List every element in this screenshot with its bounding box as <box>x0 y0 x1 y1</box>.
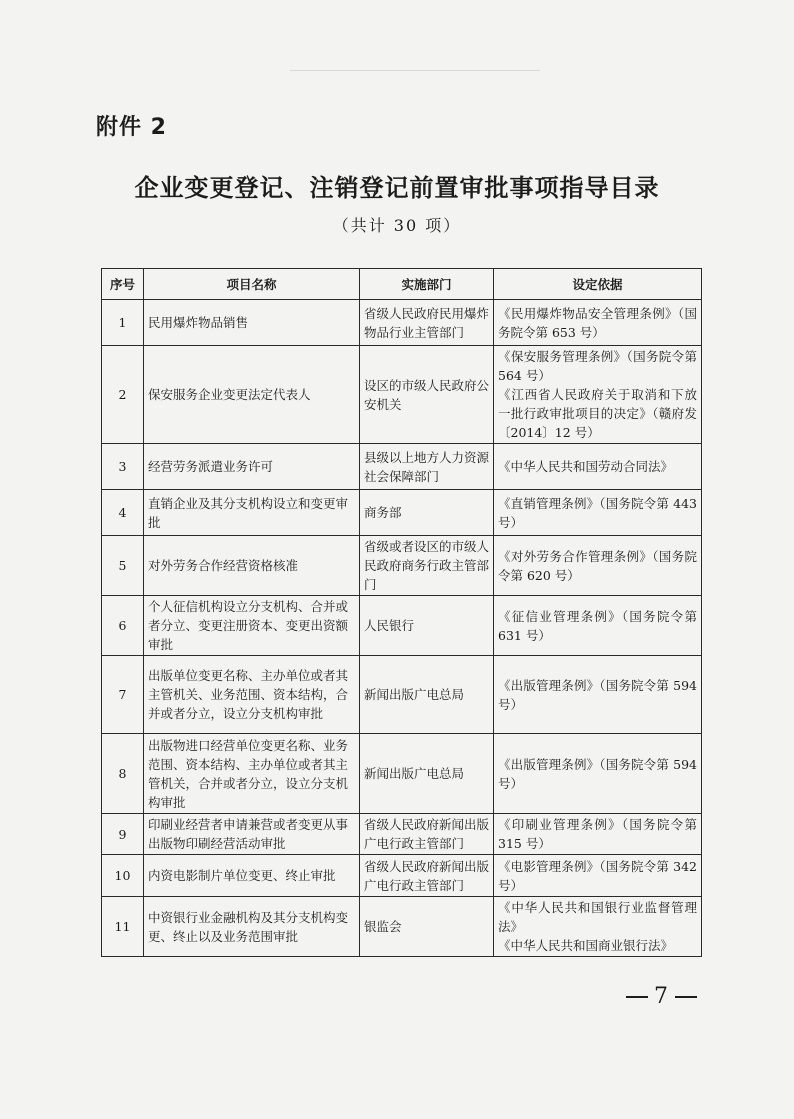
table-row <box>102 897 702 957</box>
header-legal-basis: 设定依据 <box>494 269 702 300</box>
row-item-name: 对外劳务合作经营资格核准 <box>144 536 360 596</box>
row-item-name: 保安服务企业变更法定代表人 <box>144 346 360 444</box>
row-department: 新闻出版广电总局 <box>360 734 494 814</box>
header-department: 实施部门 <box>360 269 494 300</box>
row-legal-basis: 《征信业管理条例》（国务院令第 631 号） <box>494 596 702 656</box>
page-dash-right <box>675 996 697 998</box>
row-item-name: 个人征信机构设立分支机构、合并或者分立、变更注册资本、变更出资额审批 <box>144 596 360 656</box>
row-number: 10 <box>102 855 144 897</box>
document-title: 企业变更登记、注销登记前置审批事项指导目录 <box>134 174 660 202</box>
row-legal-basis: 《中华人民共和国银行业监督管理法》 《中华人民共和国商业银行法》 <box>494 897 702 957</box>
row-legal-basis: 《直销管理条例》（国务院令第 443 号） <box>494 490 702 536</box>
row-number: 9 <box>102 814 144 855</box>
attachment-label: 附件 2 <box>96 115 167 140</box>
row-legal-basis: 《对外劳务合作管理条例》（国务院令第 620 号） <box>494 536 702 596</box>
row-number: 1 <box>102 300 144 346</box>
row-department: 省级人民政府新闻出版广电行政主管部门 <box>360 855 494 897</box>
row-item-name: 出版物进口经营单位变更名称、业务范围、资本结构、主办单位或者其主管机关，合并或者分立，设立分支机构审批 <box>144 734 360 814</box>
row-legal-basis: 《出版管理条例》（国务院令第 594 号） <box>494 734 702 814</box>
row-item-name: 内资电影制片单位变更、终止审批 <box>144 855 360 897</box>
header-item-name: 项目名称 <box>144 269 360 300</box>
row-department: 银监会 <box>360 897 494 957</box>
table-header-row <box>102 269 702 300</box>
page-number: 7 <box>654 984 669 1009</box>
approval-items-table <box>101 268 702 957</box>
row-department: 商务部 <box>360 490 494 536</box>
row-item-name: 出版单位变更名称、主办单位或者其主管机关、业务范围、资本结构，合并或者分立，设立分支机构审批 <box>144 656 360 734</box>
row-department: 省级人民政府新闻出版广电行政主管部门 <box>360 814 494 855</box>
row-legal-basis: 《印刷业管理条例》（国务院令第 315 号） <box>494 814 702 855</box>
table-row <box>102 814 702 855</box>
row-number: 3 <box>102 444 144 490</box>
row-legal-basis: 《民用爆炸物品安全管理条例》（国务院令第 653 号） <box>494 300 702 346</box>
row-legal-basis: 《保安服务管理条例》（国务院令第 564 号） 《江西省人民政府关于取消和下放一批行政审批项目的决定》（赣府发〔2014〕12 号） <box>494 346 702 444</box>
page-footer <box>620 984 703 1009</box>
row-number: 8 <box>102 734 144 814</box>
table-row <box>102 536 702 596</box>
table-row <box>102 346 702 444</box>
table-row <box>102 855 702 897</box>
row-department: 人民银行 <box>360 596 494 656</box>
row-number: 6 <box>102 596 144 656</box>
row-department: 省级人民政府民用爆炸物品行业主管部门 <box>360 300 494 346</box>
row-item-name: 中资银行业金融机构及其分支机构变更、终止以及业务范围审批 <box>144 897 360 957</box>
row-legal-basis: 《电影管理条例》（国务院令第 342 号） <box>494 855 702 897</box>
row-item-name: 民用爆炸物品销售 <box>144 300 360 346</box>
row-item-name: 印刷业经营者申请兼营或者变更从事出版物印刷经营活动审批 <box>144 814 360 855</box>
row-department: 设区的市级人民政府公安机关 <box>360 346 494 444</box>
table-row <box>102 444 702 490</box>
row-number: 11 <box>102 897 144 957</box>
document-subtitle: （共计 30 项） <box>332 216 462 235</box>
row-legal-basis: 《中华人民共和国劳动合同法》 <box>494 444 702 490</box>
table-row <box>102 300 702 346</box>
table-row <box>102 596 702 656</box>
row-item-name: 直销企业及其分支机构设立和变更审批 <box>144 490 360 536</box>
row-department: 省级或者设区的市级人民政府商务行政主管部门 <box>360 536 494 596</box>
row-number: 4 <box>102 490 144 536</box>
row-legal-basis: 《出版管理条例》（国务院令第 594 号） <box>494 656 702 734</box>
row-number: 7 <box>102 656 144 734</box>
row-item-name: 经营劳务派遣业务许可 <box>144 444 360 490</box>
page-dash-left <box>626 996 648 998</box>
table-row <box>102 734 702 814</box>
table-row <box>102 490 702 536</box>
table-row <box>102 656 702 734</box>
row-number: 2 <box>102 346 144 444</box>
row-number: 5 <box>102 536 144 596</box>
row-department: 新闻出版广电总局 <box>360 656 494 734</box>
scan-artifact-line <box>290 70 540 71</box>
row-department: 县级以上地方人力资源社会保障部门 <box>360 444 494 490</box>
header-number: 序号 <box>102 269 144 300</box>
